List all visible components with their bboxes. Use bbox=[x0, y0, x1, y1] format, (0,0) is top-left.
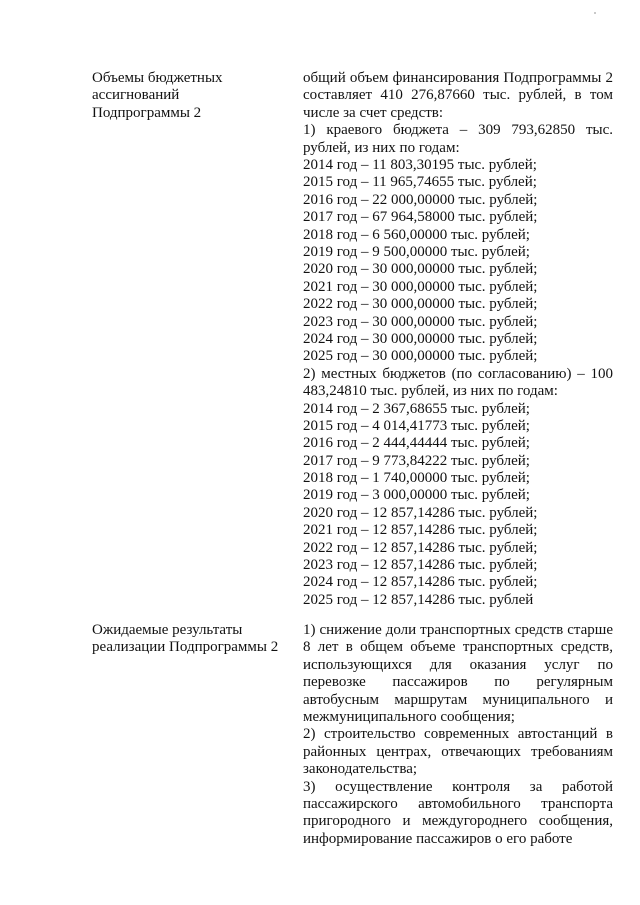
local-years-list bbox=[303, 401, 613, 610]
regional-years-list bbox=[303, 157, 613, 366]
local-year-row: 2016 год – 2 444,44444 тыс. рублей; bbox=[303, 435, 530, 452]
expected-results-content bbox=[303, 622, 613, 848]
regional-year-row: 2022 год – 30 000,00000 тыс. рублей; bbox=[303, 296, 538, 313]
regional-year-row: 2024 год – 30 000,00000 тыс. рублей; bbox=[303, 330, 538, 347]
regional-year-row: 2018 год – 6 560,00000 тыс. рублей; bbox=[303, 226, 530, 243]
local-year-row: 2025 год – 12 857,14286 тыс. рублей bbox=[303, 591, 534, 608]
regional-year-row: 2017 год – 67 964,58000 тыс. рублей; bbox=[303, 209, 538, 226]
local-year-row: 2024 год – 12 857,14286 тыс. рублей; bbox=[303, 574, 538, 591]
expected-result-item: 3) осуществление контроля за работой пассажирского автомобильного транспорта пригородного и междугороднего сообщения, информирование пассажиров о его работе bbox=[303, 778, 613, 847]
local-year-row: 2022 год – 12 857,14286 тыс. рублей; bbox=[303, 539, 538, 556]
regional-year-row: 2016 год – 22 000,00000 тыс. рублей; bbox=[303, 191, 538, 208]
local-year-row: 2019 год – 3 000,00000 тыс. рублей; bbox=[303, 487, 530, 504]
local-year-row: 2020 год – 12 857,14286 тыс. рублей; bbox=[303, 504, 538, 521]
financing-intro: общий объем финансирования Подпрограммы 2 составляет 410 276,87660 тыс. рублей, в том числе за счет средств: bbox=[303, 70, 613, 121]
expected-result-item: 1) снижение доли транспортных средств старше 8 лет в общем объеме транспортных средств, использующихся для оказания услуг по перевозке пассажиров по регулярным автобусным маршрутам муниципального и межмуниципального сообщения; bbox=[303, 622, 613, 726]
regional-year-row: 2014 год – 11 803,30195 тыс. рублей; bbox=[303, 157, 537, 174]
regional-year-row: 2019 год – 9 500,00000 тыс. рублей; bbox=[303, 243, 530, 260]
regional-year-row: 2023 год – 30 000,00000 тыс. рублей; bbox=[303, 313, 538, 330]
scan-mark bbox=[594, 12, 596, 14]
local-year-row: 2015 год – 4 014,41773 тыс. рублей; bbox=[303, 417, 530, 434]
expected-results-label: Ожидаемые результаты реализации Подпрограммы 2 bbox=[92, 622, 279, 656]
regional-budget-heading: 1) краевого бюджета – 309 793,62850 тыс. рублей, из них по годам: bbox=[303, 122, 613, 156]
local-year-row: 2021 год – 12 857,14286 тыс. рублей; bbox=[303, 522, 538, 539]
regional-year-row: 2025 год – 30 000,00000 тыс. рублей; bbox=[303, 348, 538, 365]
local-year-row: 2018 год – 1 740,00000 тыс. рублей; bbox=[303, 470, 530, 487]
regional-year-row: 2015 год – 11 965,74655 тыс. рублей; bbox=[303, 174, 537, 191]
budget-allocations-label: Объемы бюджетных ассигнований Подпрограммы 2 bbox=[92, 70, 223, 121]
local-year-row: 2014 год – 2 367,68655 тыс. рублей; bbox=[303, 400, 530, 417]
local-budget-heading: 2) местных бюджетов (по согласованию) – 100 483,24810 тыс. рублей, из них по годам: bbox=[303, 365, 613, 400]
regional-year-row: 2021 год – 30 000,00000 тыс. рублей; bbox=[303, 278, 538, 295]
local-year-row: 2023 год – 12 857,14286 тыс. рублей; bbox=[303, 557, 538, 574]
regional-year-row: 2020 год – 30 000,00000 тыс. рублей; bbox=[303, 261, 538, 278]
budget-allocations-content bbox=[303, 70, 613, 609]
expected-result-item: 2) строительство современных автостанций в районных центрах, отвечающих требованиям законодательства; bbox=[303, 726, 613, 778]
local-year-row: 2017 год – 9 773,84222 тыс. рублей; bbox=[303, 452, 530, 469]
